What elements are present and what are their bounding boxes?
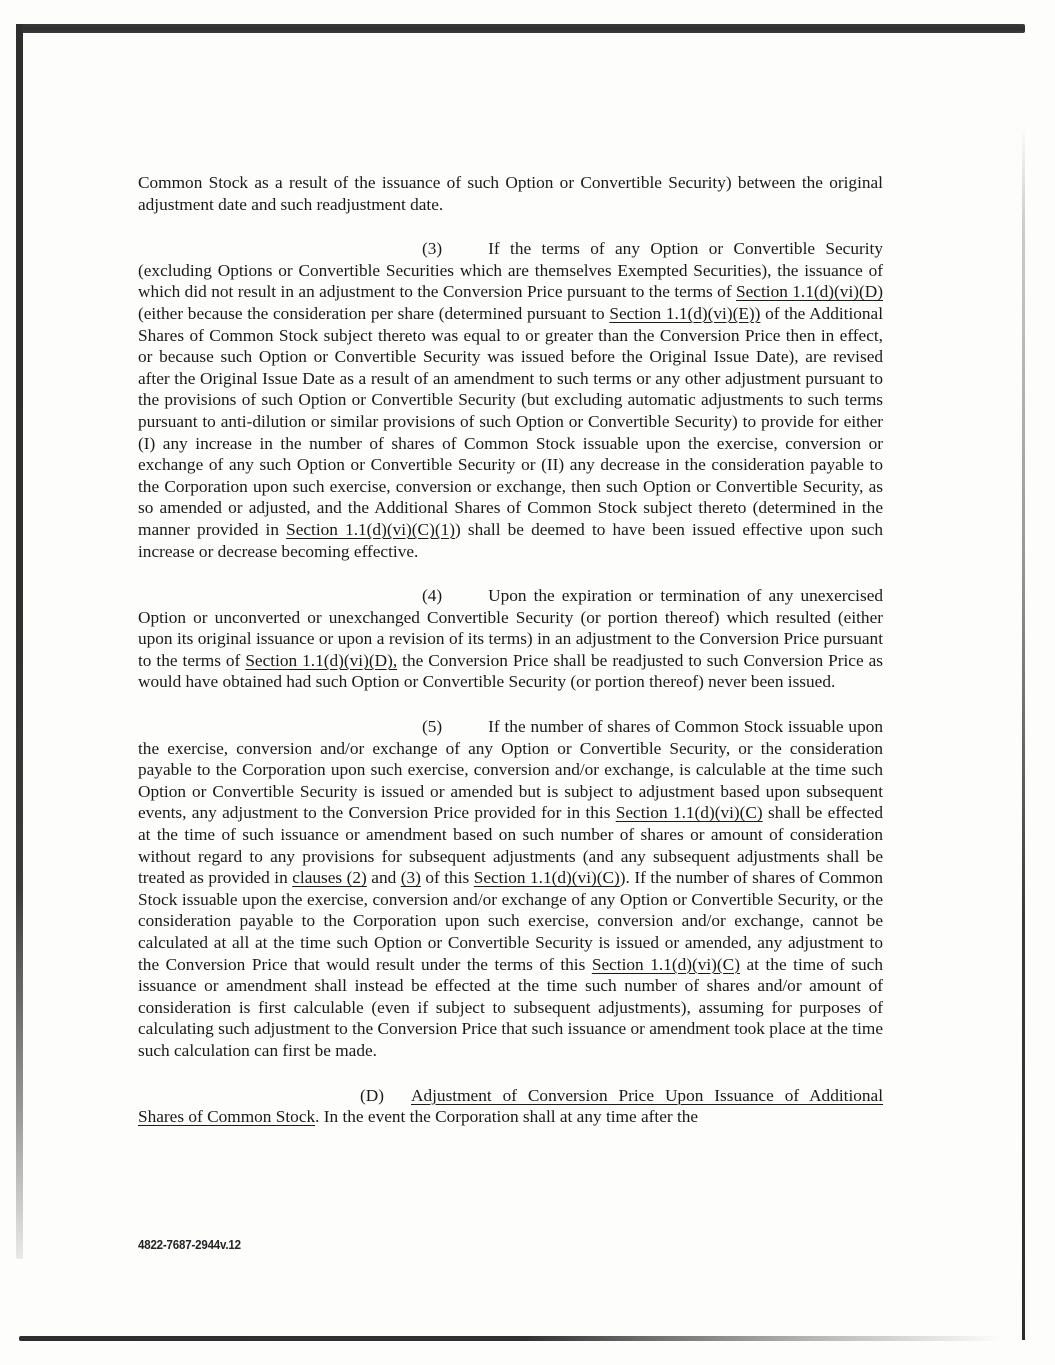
para-clause-D (138, 1085, 883, 1128)
scan-border-bottom (19, 1336, 1031, 1341)
para-continuation (138, 172, 883, 215)
body-text: ). If the number of shares of Common Stock issuable upon the exercise, conversion and/or exchange of any Option or Convertible Security, or the consideration payable to the Corporation upon such exercise, conversion and/or exchange, cannot be calculated at all at the time such Option or Convertible Security is issued or amended, any adjustment to the Conversion Price that would result under the terms of this (138, 868, 884, 974)
section-reference: Adjustment of Conversion Price Upon Issuance of Additional Shares of Common Stock (138, 1085, 883, 1127)
number-gap (442, 253, 488, 254)
document-body (138, 172, 883, 1128)
body-text: at the time of such issuance or amendment shall instead be effected at the time such number of shares and/or amount of consideration is first calculable (even if subject to subsequent adjustments), assuming for purposes of calculating such adjustment to the Conversion Price that such issuance or amendment took place at the time such calculation can first be made. (138, 954, 883, 1060)
body-text: of this (420, 868, 474, 888)
body-text: (either because the consideration per share (determined pursuant to (138, 303, 610, 323)
scan-border-top (17, 24, 1025, 33)
section-reference: Section 1.1(d)(vi)(C) (591, 954, 740, 974)
section-reference: Section 1.1(d)(vi)(C)(1) (286, 519, 455, 539)
scan-border-right (1022, 128, 1025, 1340)
body-text: . In the event the Corporation shall at any time after the (315, 1107, 699, 1127)
body-text: Common Stock as a result of the issuance of such Option or Convertible Security) between the original adjustment date and such readjustment date. (138, 173, 883, 214)
body-text: of the Additional Shares of Common Stock subject thereto was equal to or greater than the Conversion Price then in effect, or because such Option or Convertible Security was issued before the Original Issue Date), are revised after the Original Issue Date as a result of an amendment to such terms or any other adjustment pursuant to the provisions of such Option or Convertible Security (but excluding automatic adjustments to such terms pursuant to anti-dilution or similar provisions of such Option or Convertible Security) to provide for either (I) any increase in the number of shares of Common Stock issuable upon the exercise, conversion or exchange of any such Option or Convertible Security or (II) any decrease in the consideration payable to the Corporation upon such exercise, conversion or exchange, then such Option or Convertible Security, as so amended or adjusted, and the Additional Shares of Common Stock subject thereto (determined in the manner provided in (138, 303, 883, 539)
para-clause-4 (138, 585, 883, 693)
para-clause-5 (138, 716, 883, 1062)
body-text: the Conversion Price shall be readjusted to such Conversion Price as would have obtained had such Option or Convertible Security (or portion thereof) never been issued. (138, 650, 884, 692)
para-clause-4-number: (4) (422, 586, 443, 606)
number-gap (384, 1100, 411, 1101)
body-text: ) shall be deemed to have been issued effective upon such increase or decrease becoming effective. (138, 519, 884, 561)
section-reference: Section 1.1(d)(vi)(D) (736, 282, 883, 302)
section-reference: Section 1.1(d)(vi)(C) (473, 868, 620, 888)
body-text: Upon the expiration or termination of any unexercised Option or unconverted or unexchanged Convertible Security (or portion thereof) which resulted (either upon its original issuance or upon a revision of its terms) in an adjustment to the Conversion Price pursuant to the terms of (138, 586, 883, 670)
para-clause-D-number: (D) (360, 1085, 384, 1105)
body-text: shall be effected at the time of such issuance or amendment based on such number of shares or amount of consideration without regard to any provisions for subsequent adjustments (and any subsequent adjustments shall be treated as provided in (138, 803, 883, 888)
number-gap (442, 600, 488, 601)
document-control-number: 4822-7687-2944v.12 (138, 1237, 241, 1252)
section-reference: Section 1.1(d)(vi)(D), (245, 650, 398, 670)
section-reference: (3) (400, 868, 421, 888)
para-clause-3 (138, 238, 883, 562)
body-text: and (366, 868, 401, 888)
number-gap (442, 731, 488, 732)
body-text: If the terms of any Option or Convertible Security (excluding Options or Convertible Securities which are themselves Exempted Securities), the issuance of which did not result in an adjustment to the Conversion Price pursuant to the terms of (138, 239, 883, 302)
para-clause-3-number: (3) (422, 239, 443, 259)
section-reference: clauses (2) (292, 868, 367, 888)
section-reference: Section 1.1(d)(vi)(E)) (609, 303, 761, 323)
section-reference: Section 1.1(d)(vi)(C) (615, 803, 763, 823)
para-clause-5-number: (5) (422, 717, 443, 737)
body-text: If the number of shares of Common Stock issuable upon the exercise, conversion and/or exchange of any Option or Convertible Security, or the consideration payable to the Corporation upon such exercise, conversion and/or exchange, is calculable at the time such Option or Convertible Security is issued or amended but is subject to adjustment based upon subsequent events, any adjustment to the Conversion Price provided for in this (138, 717, 883, 823)
scan-border-left (16, 24, 23, 1259)
